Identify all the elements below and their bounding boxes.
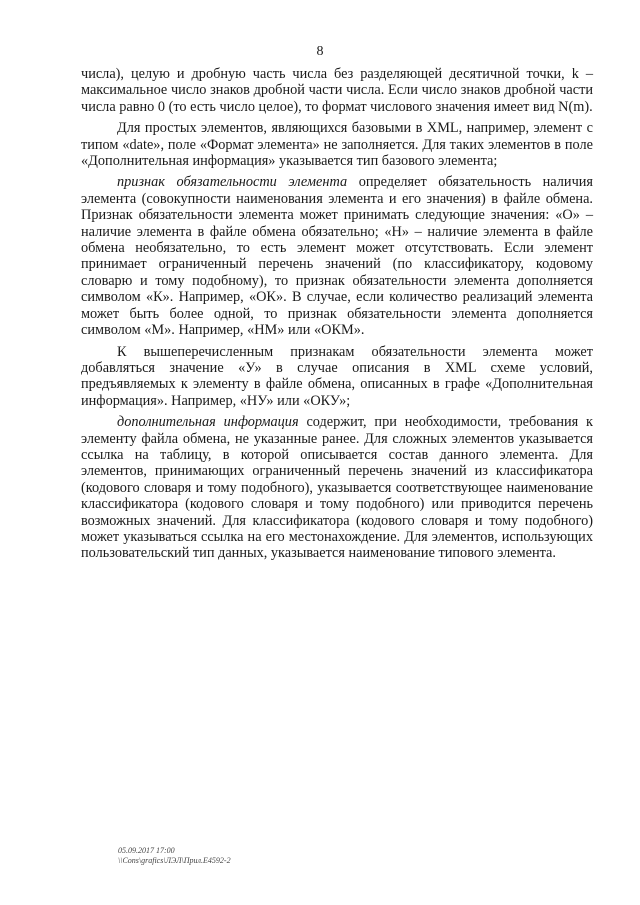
term-obligation-sign: признак обязательности элемента bbox=[117, 174, 348, 191]
footer-date: 05.09.2017 17:00 bbox=[118, 846, 175, 855]
paragraph-condition-value bbox=[81, 344, 593, 410]
term-additional-info: дополнительная информация bbox=[117, 414, 299, 431]
footer-path: \\Cons\grafics\ЛЭЛ\Прил.Е4592-2 bbox=[118, 856, 231, 865]
paragraph-text: Для простых элементов, являющихся базовыми в XML, например, элемент с типом «date», поле «Формат элемента» не заполняется. Для таких элементов в поле «Дополнительная информация» указывается тип базового элемента; bbox=[81, 120, 593, 170]
paragraph-text: К вышеперечисленным признакам обязательности элемента может добавляться значение «У» в случае описания в XML схеме условий, предъявляемых к элементу в файле обмена, описанных в графе «Дополнительная информация». Например, «НУ» или «ОКУ»; bbox=[81, 343, 593, 409]
paragraph-text: определяет обязательность наличия элемента (совокупности наименования элемента и его значения) в файле обмена. Признак обязательности элемента может принимать следующие значения: «О» – наличие элемента в файле обмена обязательно; «Н» – наличие элемента в файле обмена необязательно, то есть элемент может отсутствовать. Если элемент принимает ограниченный перечень значений (по классификатору, кодовому словарю и тому подобному), то признак обязательности элемента дополняется символом «К». Например, «ОК». В случае, если количество реализаций элемента может быть более одной, то признак обязательности элемента дополняется символом «М». Например, «НМ» или «ОКМ». bbox=[81, 174, 593, 339]
paragraph-simple-elements bbox=[81, 120, 593, 169]
paragraph-obligation-sign bbox=[81, 174, 593, 338]
page-number: 8 bbox=[316, 44, 324, 59]
paragraph-text: числа), целую и дробную часть числа без разделяющей десятичной точки, k – максимальное число знаков дробной части числа. Если число знаков дробной части числа равно 0 (то есть число целое), то формат числового значения имеет вид N(m). bbox=[81, 66, 593, 115]
paragraph-additional-info bbox=[81, 414, 593, 562]
paragraph-number-format bbox=[81, 66, 593, 115]
paragraph-text: содержит, при необходимости, требования к элементу файла обмена, не указанные ранее. Для сложных элементов указывается ссылка на таблицу, в которой описывается состав данного элемента. Для элементов, принимающих ограниченный перечень значений из классификатора (кодового словаря и тому подобного), указывается соответствующее наименование классификатора (кодового словаря и тому подобного) или приводится перечень возможных значений. Для классификатора (кодового словаря и тому подобного) может указываться ссылка на его местонахождение. Для элементов, использующих пользовательский тип данных, указывается наименование типового элемента. bbox=[81, 414, 593, 562]
document-body bbox=[81, 66, 593, 562]
print-footer bbox=[118, 846, 231, 866]
